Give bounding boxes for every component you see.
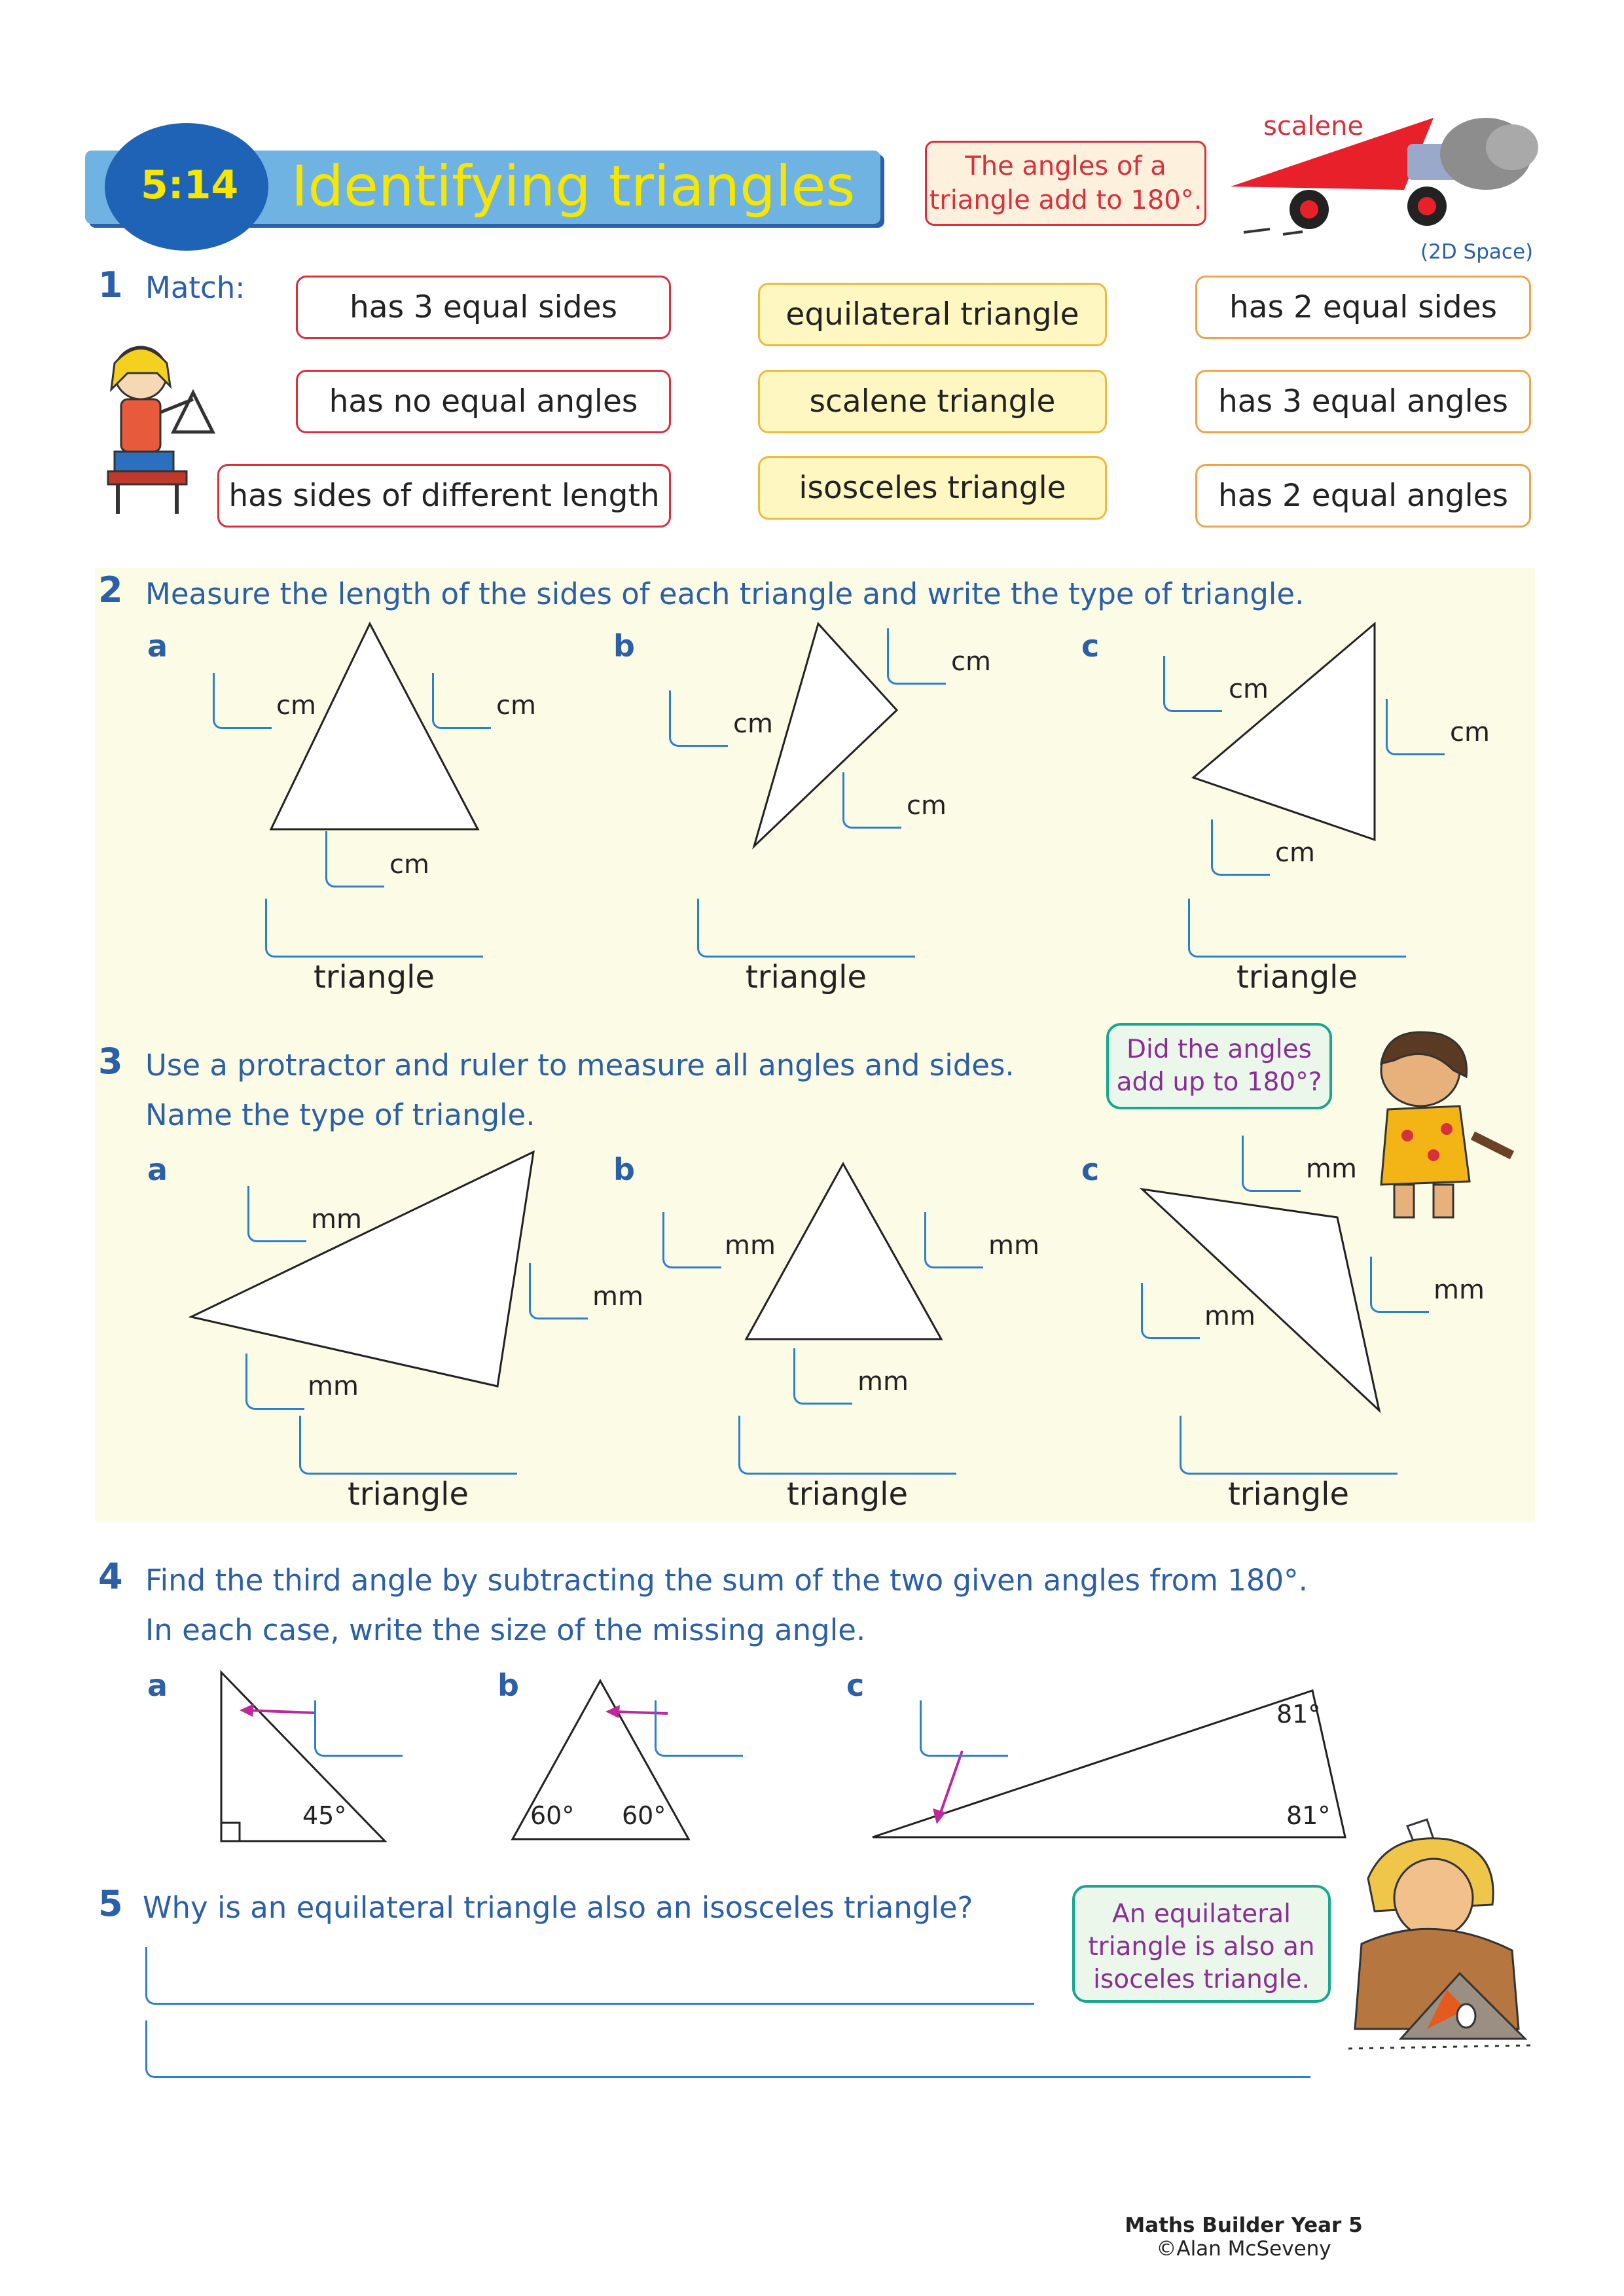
q4-prompt-line-2: In each case, write the size of the missing angle. [145, 1613, 866, 1647]
q2a-side-box-right[interactable] [432, 673, 491, 729]
q2b-type-label: triangle [745, 959, 867, 996]
q3c-unit-top: mm [1306, 1154, 1357, 1184]
q1-prompt: Match: [145, 270, 245, 305]
q2-number: 2 [98, 569, 123, 611]
q2b-side-box-left[interactable] [669, 691, 728, 747]
q3b-side-box-left[interactable] [662, 1212, 721, 1268]
q3a-type-box[interactable] [299, 1416, 517, 1475]
q4-number: 4 [98, 1556, 123, 1597]
footer-book-title: Maths Builder Year 5 [1125, 2214, 1363, 2237]
q3-number: 3 [98, 1041, 123, 1082]
q2a-type-box[interactable] [265, 899, 483, 958]
q3b-unit-right: mm [988, 1230, 1039, 1261]
angle-fact-note [925, 141, 1206, 226]
q3c-type-label: triangle [1227, 1476, 1350, 1513]
q3c-side-box-left[interactable] [1141, 1283, 1200, 1339]
q3c-type-box[interactable] [1180, 1416, 1398, 1475]
q3-bubble-line-2: add up to 180°? [1116, 1067, 1322, 1097]
q3a-side-box-top[interactable] [247, 1186, 306, 1242]
q3-label-c: c [1081, 1152, 1100, 1187]
q4c-angle-box[interactable] [920, 1700, 1008, 1757]
q2a-unit-left: cm [276, 691, 316, 721]
q3b-type-label: triangle [786, 1476, 909, 1513]
q4c-given-angle-bottom: 81° [1286, 1801, 1331, 1830]
q4a-given-angle: 45° [302, 1801, 347, 1830]
q3a-triangle [183, 1145, 543, 1394]
q4-label-c: c [846, 1668, 865, 1703]
lesson-code: 5:14 [141, 162, 239, 208]
q3-bubble-line-1: Did the angles [1127, 1035, 1312, 1064]
q2c-side-box-bottom[interactable] [1211, 819, 1270, 876]
q2c-type-label: triangle [1236, 959, 1358, 996]
q3a-side-box-bottom[interactable] [245, 1354, 304, 1410]
q2b-side-box-bottom[interactable] [842, 772, 901, 829]
q3-prompt-line-2: Name the type of triangle. [145, 1098, 535, 1132]
q1-right-card-2[interactable]: has 3 equal angles [1195, 370, 1531, 433]
q5-speech-bubble [1072, 1885, 1331, 2003]
q5-answer-line-1[interactable] [145, 1947, 1034, 2005]
q4-prompt-line-1: Find the third angle by subtracting the sum of the two given angles from 180°. [145, 1563, 1308, 1598]
scalene-car-illustration [1231, 111, 1545, 242]
q3c-unit-right: mm [1434, 1275, 1485, 1305]
q1-left-card-1[interactable]: has 3 equal sides [296, 276, 671, 339]
q2a-type-label: triangle [313, 959, 435, 996]
q1-left-card-3[interactable]: has sides of different length [217, 464, 671, 528]
q3a-side-box-right[interactable] [529, 1263, 588, 1319]
q2a-unit-right: cm [496, 691, 536, 721]
q3b-unit-bottom: mm [857, 1367, 909, 1397]
q2c-side-box-top[interactable] [1163, 656, 1222, 712]
q2b-type-box[interactable] [697, 899, 915, 958]
q1-right-card-1[interactable]: has 2 equal sides [1195, 276, 1531, 339]
q1-middle-card-3[interactable]: isosceles triangle [758, 456, 1107, 520]
q4-label-a: a [147, 1668, 168, 1703]
q2c-triangle [1188, 619, 1384, 848]
q2-label-b: b [613, 628, 635, 664]
q2c-unit-right: cm [1450, 717, 1490, 747]
q2b-unit-bottom: cm [907, 791, 947, 821]
q1-left-card-2[interactable]: has no equal angles [296, 370, 671, 433]
q5-prompt: Why is an equilateral triangle also an isosceles triangle? [143, 1890, 973, 1925]
q3a-unit-bottom: mm [308, 1371, 359, 1401]
q2-label-c: c [1081, 628, 1100, 664]
q4b-angle-box[interactable] [655, 1700, 743, 1757]
q3b-side-box-right[interactable] [924, 1212, 983, 1268]
q3c-side-box-top[interactable] [1242, 1136, 1301, 1192]
q3a-type-label: triangle [347, 1476, 469, 1513]
q3b-side-box-bottom[interactable] [793, 1348, 852, 1405]
q3-prompt-line-1: Use a protractor and ruler to measure all angles and sides. [145, 1048, 1015, 1083]
q2a-side-box-left[interactable] [213, 673, 272, 729]
q4b-given-angle-left: 60° [530, 1801, 575, 1830]
q3a-unit-right: mm [592, 1282, 643, 1312]
q5-bubble-line-3: isoceles triangle. [1093, 1965, 1310, 1994]
q3c-side-box-right[interactable] [1370, 1257, 1429, 1313]
q5-number: 5 [98, 1883, 123, 1924]
note-line-1: The angles of a [965, 151, 1166, 181]
q4b-given-angle-right: 60° [622, 1801, 666, 1830]
q5-answer-line-2[interactable] [145, 2020, 1310, 2078]
q5-bubble-line-2: triangle is also an [1088, 1932, 1315, 1962]
q2a-unit-bottom: cm [389, 850, 429, 880]
q3c-unit-left: mm [1204, 1301, 1255, 1331]
q2b-side-box-top[interactable] [887, 628, 946, 685]
q2-prompt: Measure the length of the sides of each triangle and write the type of triangle. [145, 577, 1305, 611]
q4c-given-angle-top: 81° [1276, 1700, 1321, 1729]
q3-label-b: b [613, 1152, 635, 1187]
page-title: Identifying triangles [291, 154, 856, 219]
car-label: scalene [1263, 111, 1364, 141]
q4-label-b: b [497, 1668, 519, 1703]
footer-copyright: ©Alan McSeveny [1156, 2237, 1331, 2261]
q2b-unit-left: cm [733, 709, 773, 739]
q2c-unit-bottom: cm [1275, 838, 1315, 868]
q5-bubble-line-1: An equilateral [1112, 1899, 1291, 1929]
q1-middle-card-1[interactable]: equilateral triangle [758, 283, 1107, 346]
q3-label-a: a [147, 1152, 168, 1187]
girl-with-triangle-illustration [95, 334, 226, 517]
note-line-2: triangle add to 180°. [929, 185, 1202, 215]
q2a-side-box-bottom[interactable] [325, 831, 384, 888]
q2c-type-box[interactable] [1188, 899, 1406, 958]
q3b-type-box[interactable] [738, 1416, 956, 1475]
q2-label-a: a [147, 628, 168, 664]
q2b-unit-top: cm [951, 647, 991, 677]
thinking-caveman-illustration [1335, 1813, 1545, 2062]
q1-middle-card-2[interactable]: scalene triangle [758, 370, 1107, 433]
q2c-unit-top: cm [1229, 674, 1269, 704]
q2c-side-box-right[interactable] [1386, 699, 1445, 755]
topic-label: (2D Space) [1420, 240, 1534, 264]
q3b-unit-left: mm [725, 1230, 776, 1261]
q1-number: 1 [98, 264, 123, 306]
q3-speech-bubble [1106, 1023, 1332, 1109]
q3a-unit-top: mm [311, 1204, 362, 1234]
q4a-angle-box[interactable] [314, 1700, 403, 1757]
q1-right-card-3[interactable]: has 2 equal angles [1195, 464, 1531, 528]
